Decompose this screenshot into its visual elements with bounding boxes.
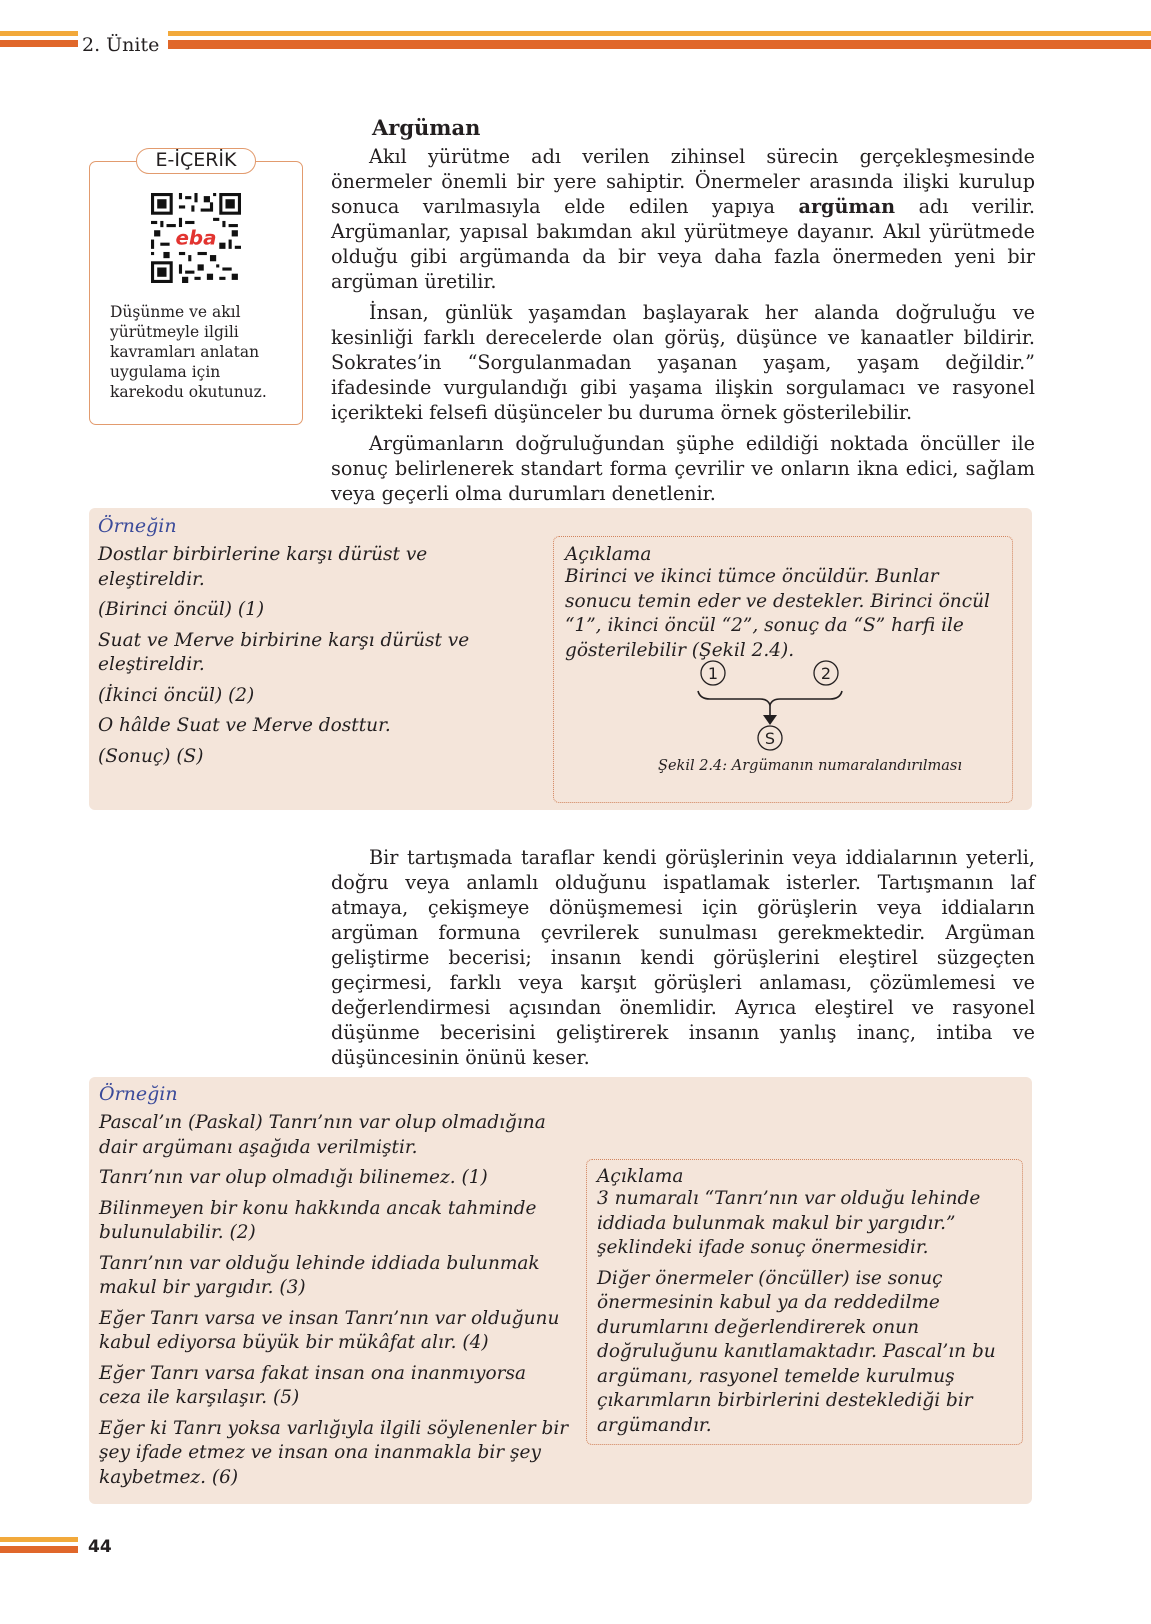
paragraph-3: Argümanların doğruluğundan şüphe edildiği noktada öncüller ile sonuç belirlenerek standart forma çevrilir ve onların ikna edici, sağlam veya geçerli olma durumları denetlenir.: [331, 432, 1035, 505]
explanation-2-content: [597, 1166, 1007, 1444]
page-number: 44: [88, 1537, 112, 1557]
example-2-line: Eğer Tanrı varsa fakat insan ona inanmıyorsa ceza ile karşılaşır. (5): [99, 1362, 526, 1408]
svg-text:eba: eba: [175, 226, 217, 250]
explanation-2-text-1: 3 numaralı “Tanrı’nın var olduğu lehinde iddiada bulunmak makul bir yargıdır.” şeklindeki ifade sonuç önermesidir.: [597, 1188, 981, 1258]
example-2-line: Tanrı’nın var olduğu lehinde iddiada bulunmak makul bir yargıdır. (3): [99, 1252, 540, 1298]
example-2-line: Eğer ki Tanrı yoksa varlığıyla ilgili söylenenler bir şey ifade etmez ve insan ona inanmakla bir şey kaybetmez. (6): [99, 1417, 569, 1488]
example-1-line: Suat ve Merve birbirine karşı dürüst ve eleştireldir.: [98, 629, 470, 675]
diagram-result-label: S: [764, 729, 776, 748]
figure-caption: Şekil 2.4: Argümanın numaralandırılması: [658, 758, 962, 774]
example-2-line: Pascal’ın (Paskal) Tanrı’nın var olup olmadığına dair argümanı aşağıda verilmiştir.: [99, 1112, 546, 1158]
explanation-1-title: Açıklama: [565, 544, 652, 565]
explanation-1-text: Birinci ve ikinci tümce öncüldür. Bunlar sonucu temin eder ve destekler. Birinci öncül “1”, ikinci öncül “2”, sonuç da “S” harfi ile gösterilebilir (Şekil 2.4).: [565, 566, 990, 661]
paragraph-4: Bir tartışmada taraflar kendi görüşlerinin veya iddialarının yeterli, doğru veya anlamlı olduğunu ispatlamak isterler. Tartışmanın laf atmaya, çekişmeye dönüşmemesi için görüşlerin veya iddiaların argüman formuna çevrilerek sunulması gerekmektedir. Argüman geliştirme becerisi; insanın kendi görüşlerini eleştirel süzgeçten geçirmesi, farklı veya karşıt görüşleri anlaması, çözümlemesi ve değerlendirmesi açısından önemlidir. Ayrıca eleştirel ve rasyonel düşünme becerisini geliştirerek insanın yanlış inanç, intiba ve düşüncesinin önünü keser.: [331, 846, 1035, 1069]
diagram-node-1-label: 1: [707, 664, 719, 683]
example-2-title: Örneğin: [99, 1083, 178, 1105]
qr-code-icon[interactable]: [151, 193, 241, 283]
econtent-label: E-İÇERİK: [136, 148, 256, 174]
example-1-line: O hâlde Suat ve Merve dosttur.: [98, 715, 391, 736]
example-2-line: Eğer Tanrı varsa ve insan Tanrı’nın var olduğunu kabul ediyorsa büyük bir mükâfat alır. (4): [99, 1307, 560, 1353]
unit-title: 2. Ünite: [82, 34, 160, 56]
example-1-line: (Birinci öncül) (1): [98, 599, 265, 620]
explanation-2-title: Açıklama: [597, 1166, 684, 1187]
section-heading: Argüman: [372, 115, 481, 140]
example-1-line: Dostlar birbirlerine karşı dürüst ve eleştireldir.: [98, 544, 428, 590]
argument-diagram: [690, 655, 850, 755]
header-bar-right-bottom: [168, 40, 1151, 49]
explanation-1-content: [565, 544, 1005, 663]
diagram-node-2-label: 2: [820, 664, 832, 683]
footer-bar-top: [0, 1537, 78, 1542]
example-1-line: (Sonuç) (S): [98, 745, 204, 767]
diagram-brace: [698, 691, 842, 705]
main-text-bottom: [331, 845, 1035, 1070]
header-bar-left-top: [0, 31, 78, 36]
footer-bar-bottom: [0, 1546, 78, 1553]
econtent-description: Düşünme ve akıl yürütmeyle ilgili kavramları anlatan uygulama için karekodu okutunuz.: [110, 303, 267, 401]
example-2-line: Tanrı’nın var olup olmadığı bilinemez. (1): [99, 1167, 488, 1188]
paragraph-2: İnsan, günlük yaşamdan başlayarak her alanda doğruluğu ve kesinliği farklı derecelerde olan görüş, düşünce ve kanaatler bildirir. Sokrates’in “Sorgulanmadan yaşanan yaşam, yaşam değildir.” ifadesinde vurgulandığı gibi yaşama ilişkin sorgulamacı ve rasyonel içerikteki felsefi düşünceler bu duruma örnek gösterilebilir.: [331, 301, 1035, 424]
header-bar-right-top: [168, 31, 1151, 36]
diagram-arrow-head: [763, 715, 777, 725]
example-1-line: (İkinci öncül) (2): [98, 684, 255, 706]
paragraph-1: Akıl yürütme adı verilen zihinsel sürecin gerçekleşmesinde önermeler önemli bir yere sahiptir. Önermeler arasında ilişki kurulup sonuca varılmasıyla elde edilen yapıya argüman adı verilir. Argümanlar, yapısal bakımdan akıl yürütmeye dayanır. Akıl yürütmede olduğu gibi argümanda da bir veya daha fazla önermeden yeni bir argüman üretilir.: [331, 145, 1035, 293]
example-1-lines: [98, 515, 538, 775]
main-text-top: [331, 115, 1035, 512]
header-bar-left-bottom: [0, 40, 78, 47]
example-1-title: Örneğin: [98, 515, 177, 537]
explanation-2-text-2: Diğer önermeler (öncüller) ise sonuç önermesinin kabul ya da reddedilme durumlarını değerlendirerek onun doğruluğunu kanıtlamaktadır. Pascal’ın bu argümanı, rasyonel temelde kurulmuş çıkarımların birbirlerini desteklediği bir argümandır.: [597, 1267, 996, 1436]
example-2-lines: [99, 1083, 569, 1496]
example-2-line: Bilinmeyen bir konu hakkında ancak tahminde bulunulabilir. (2): [99, 1197, 537, 1243]
